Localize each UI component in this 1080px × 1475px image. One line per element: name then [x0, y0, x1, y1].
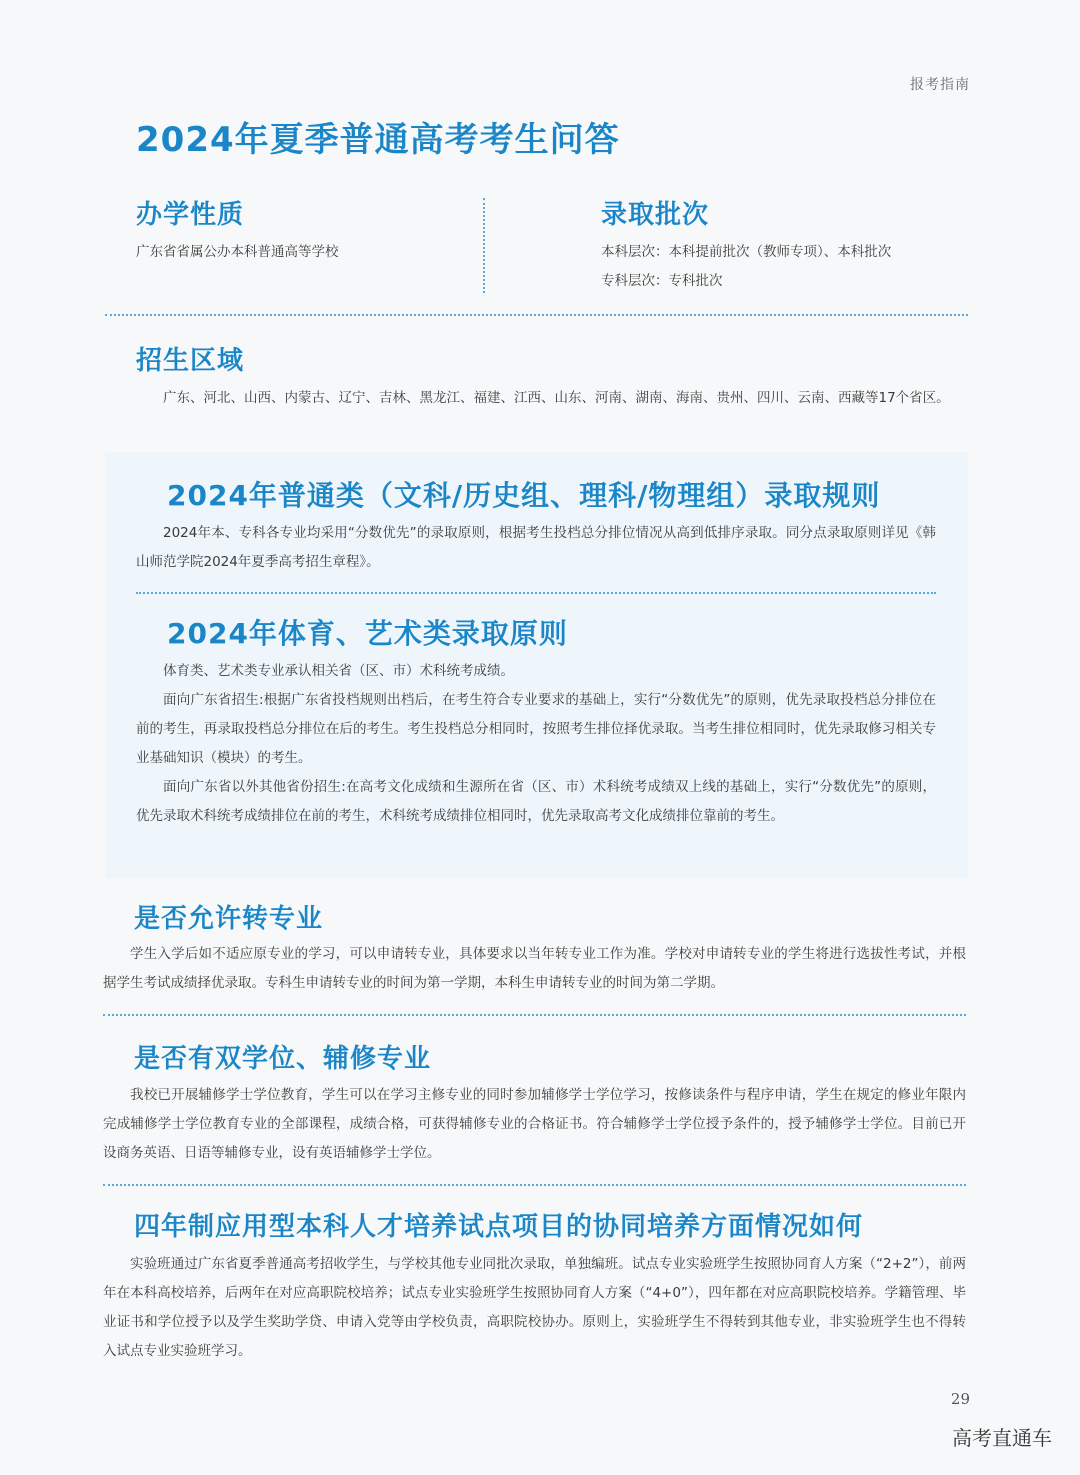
batch-line: 本科层次：本科提前批次（教师专项）、本科批次 — [601, 244, 892, 260]
minor-heading: 是否有双学位、辅修专业 — [134, 1044, 432, 1074]
divider — [105, 314, 968, 316]
divider — [103, 1184, 966, 1186]
section-label: 报考指南 — [910, 77, 970, 93]
arts-rule-paragraph: 面向广东省以外其他省份招生:在高考文化成绩和生源所在省（区、市）术科统考成绩双上线的基础上，实行“分数优先”的原则，优先录取术科统考成绩排位在前的考生，术科统考成绩排位相同时，优先录取高考文化成绩排位靠前的考生。 — [136, 779, 936, 824]
region-text: 广东、河北、山西、内蒙古、辽宁、吉林、黑龙江、福建、江西、山东、河南、湖南、海南、贵州、四川、云南、西藏等17个省区。 — [163, 390, 950, 406]
general-rule-text: 2024年本、专科各专业均采用“分数优先”的录取原则，根据考生投档总分排位情况从高到低排序录取。同分点录取原则详见《韩山师范学院2024年夏季高考招生章程》。 — [136, 525, 936, 570]
column-divider — [483, 198, 485, 293]
divider — [136, 592, 936, 594]
arts-rule-heading: 2024年体育、艺术类录取原则 — [167, 617, 568, 650]
pilot-heading: 四年制应用型本科人才培养试点项目的协同培养方面情况如何 — [134, 1212, 864, 1242]
arts-rule-paragraph: 面向广东省招生:根据广东省投档规则出档后，在考生符合专业要求的基础上，实行“分数优先”的原则，优先录取投档总分排位在前的考生，再录取投档总分排位在后的考生。考生投档总分相同时，按照考生排位择优录取。当考生排位相同时，优先录取修习相关专业基础知识（模块）的考生。 — [136, 692, 936, 766]
page-number: 29 — [950, 1390, 970, 1408]
nature-heading: 办学性质 — [136, 200, 245, 230]
transfer-text: 学生入学后如不适应原专业的学习，可以申请转专业，具体要求以当年转专业工作为准。学校对申请转专业的学生将进行选拔性考试，并根据学生考试成绩择优录取。专科生申请转专业的时间为第一学期，本科生申请转专业的时间为第二学期。 — [103, 946, 966, 991]
batch-line: 专科层次：专科批次 — [601, 273, 723, 289]
nature-text: 广东省省属公办本科普通高等学校 — [136, 244, 339, 260]
watermark: 高考直通车 — [952, 1426, 1052, 1450]
divider — [103, 1014, 966, 1016]
page-title: 2024年夏季普通高考考生问答 — [136, 120, 620, 160]
general-rule-heading: 2024年普通类（文科/历史组、理科/物理组）录取规则 — [167, 479, 881, 512]
arts-rule-paragraph: 体育类、艺术类专业承认相关省（区、市）术科统考成绩。 — [163, 663, 514, 679]
transfer-heading: 是否允许转专业 — [134, 904, 324, 934]
batch-heading: 录取批次 — [601, 200, 710, 230]
minor-text: 我校已开展辅修学士学位教育，学生可以在学习主修专业的同时参加辅修学士学位学习，按修读条件与程序申请，学生在规定的修业年限内完成辅修学士学位教育专业的全部课程，成绩合格，可获得辅修专业的合格证书。符合辅修学士学位授予条件的，授予辅修学士学位。目前已开设商务英语、日语等辅修专业，设有英语辅修学士学位。 — [103, 1087, 966, 1161]
region-heading: 招生区域 — [136, 346, 245, 376]
pilot-text: 实验班通过广东省夏季普通高考招收学生，与学校其他专业同批次录取，单独编班。试点专业实验班学生按照协同育人方案（“2+2”），前两年在本科高校培养，后两年在对应高职院校培养；试点专业实验班学生按照协同育人方案（“4+0”），四年都在对应高职院校培养。学籍管理、毕业证书和学位授予以及学生奖助学贷、申请入党等由学校负责，高职院校协办。原则上，实验班学生不得转到其他专业，非实验班学生也不得转入试点专业实验班学习。 — [103, 1256, 966, 1359]
